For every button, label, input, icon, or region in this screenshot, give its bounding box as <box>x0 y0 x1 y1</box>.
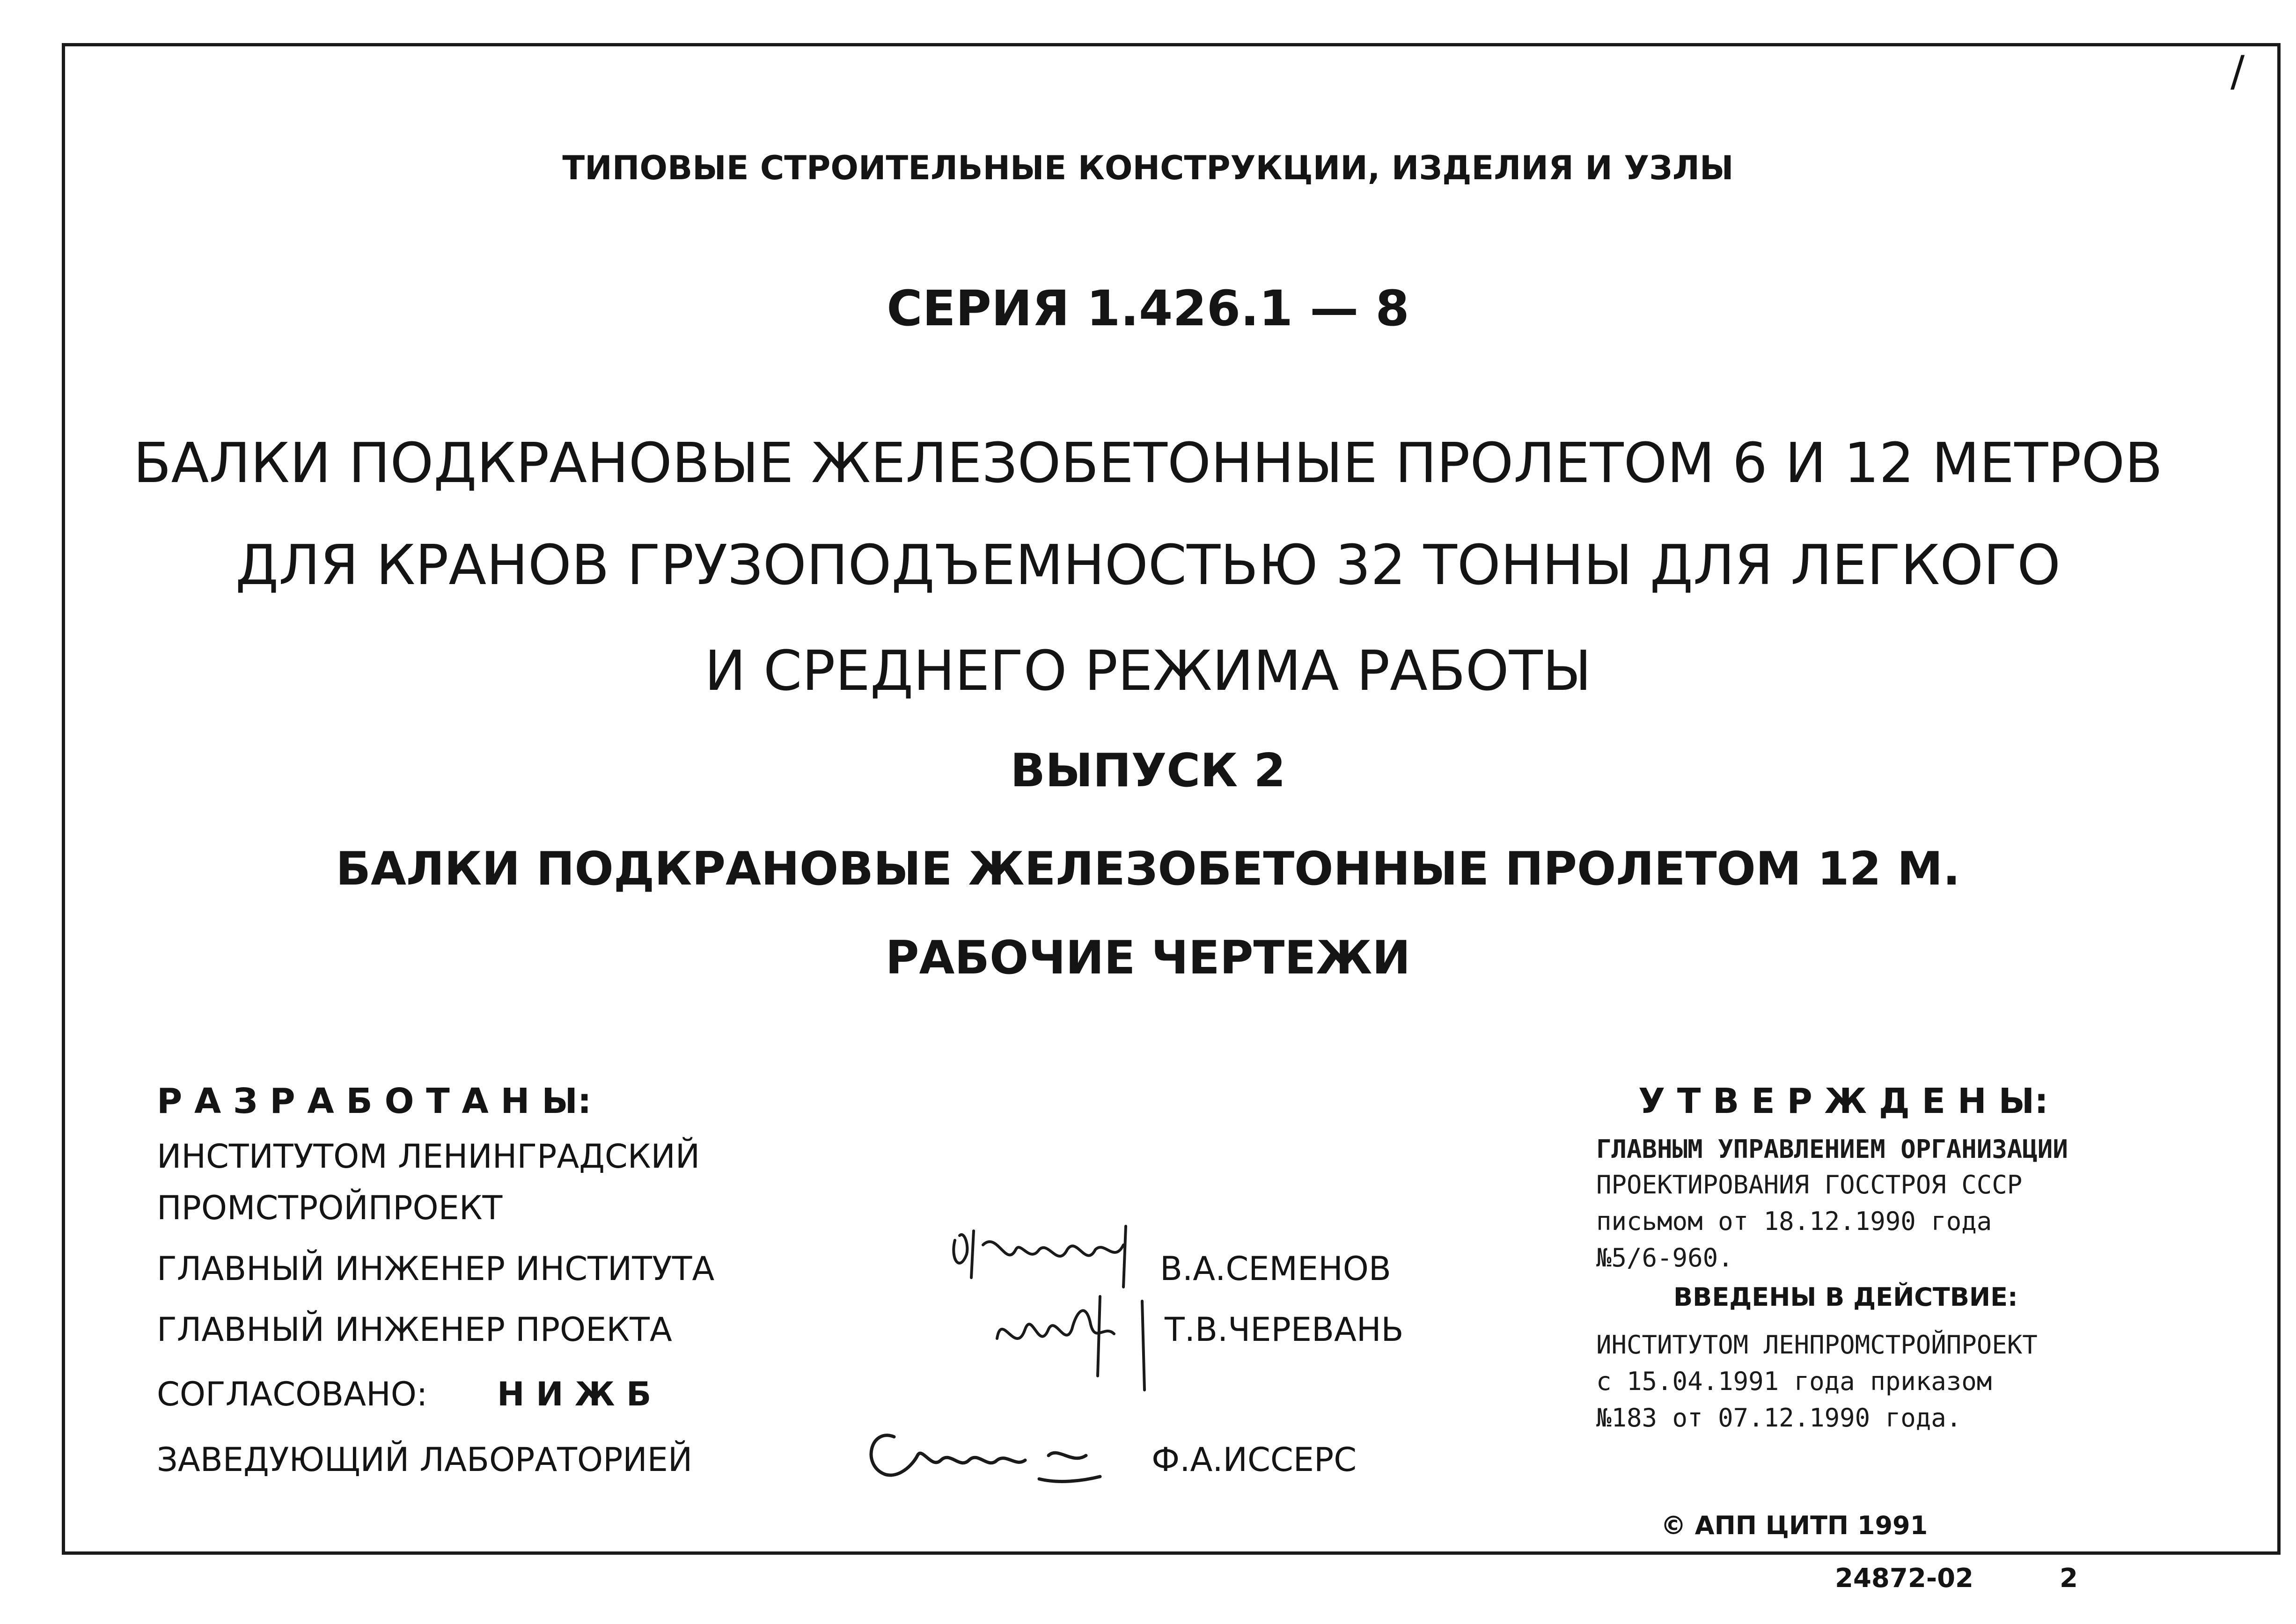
effective-heading: ВВЕДЕНЫ В ДЕЙСТВИЕ: <box>1673 1282 2018 1312</box>
title-line-3: И СРЕДНЕГО РЕЖИМА РАБОТЫ <box>704 638 1592 703</box>
signature-issers <box>852 1409 1114 1502</box>
effective-line-2: с 15.04.1991 года приказом <box>1596 1367 1992 1396</box>
effective-line-3: №183 от 07.12.1990 года. <box>1596 1403 1962 1433</box>
developed-heading: Р А З Р А Б О Т А Н Ы: <box>157 1081 592 1121</box>
name-semenov: В.А.СЕМЕНОВ <box>1160 1250 1391 1288</box>
approved-line-2: ПРОЕКТИРОВАНИЯ ГОССТРОЯ СССР <box>1596 1170 2023 1200</box>
subtitle: БАЛКИ ПОДКРАНОВЫЕ ЖЕЛЕЗОБЕТОННЫЕ ПРОЛЕТОМ 12 М. <box>336 842 1960 896</box>
issue-number: ВЫПУСК 2 <box>1010 744 1286 797</box>
document-type: РАБОЧИЕ ЧЕРТЕЖИ <box>885 931 1411 985</box>
developer-org-line-2: ПРОМСТРОЙПРОЕКТ <box>157 1189 503 1227</box>
name-issers: Ф.А.ИССЕРС <box>1152 1441 1357 1479</box>
signature-cherevan <box>988 1282 1156 1395</box>
approved-line-3: письмом от 18.12.1990 года <box>1596 1207 1992 1236</box>
name-cherevan: Т.В.ЧЕРЕВАНЬ <box>1165 1310 1404 1349</box>
effective-line-1: ИНСТИТУТОМ ЛЕНПРОМСТРОЙПРОЕКТ <box>1596 1330 2038 1360</box>
copyright: © АПП ЦИТП 1991 <box>1661 1511 1928 1540</box>
agreed-organization: Н И Ж Б <box>497 1375 652 1413</box>
corner-mark: / <box>2230 47 2245 96</box>
role-chief-engineer-institute: ГЛАВНЫЙ ИНЖЕНЕР ИНСТИТУТА <box>157 1250 715 1288</box>
approved-heading: У Т В Е Р Ж Д Е Н Ы: <box>1638 1081 2048 1121</box>
document-code: 24872-02 <box>1835 1563 1973 1594</box>
role-chief-engineer-project: ГЛАВНЫЙ ИНЖЕНЕР ПРОЕКТА <box>157 1310 672 1349</box>
developer-org-line-1: ИНСТИТУТОМ ЛЕНИНГРАДСКИЙ <box>157 1137 700 1176</box>
title-line-2: ДЛЯ КРАНОВ ГРУЗОПОДЪЕМНОСТЬЮ 32 ТОННЫ ДЛЯ ЛЕГКОГО <box>235 533 2061 597</box>
approved-line-4: №5/6-960. <box>1596 1243 1733 1273</box>
approved-line-1: ГЛАВНЫМ УПРАВЛЕНИЕМ ОРГАНИЗАЦИИ <box>1596 1134 2068 1164</box>
series-number: СЕРИЯ 1.426.1 — 8 <box>887 280 1409 337</box>
agreed-label: СОГЛАСОВАНО: <box>157 1375 428 1413</box>
title-line-1: БАЛКИ ПОДКРАНОВЫЕ ЖЕЛЕЗОБЕТОННЫЕ ПРОЛЕТОМ 6 И 12 МЕТРОВ <box>133 431 2163 495</box>
page-number: 2 <box>2060 1563 2078 1594</box>
series-type: ТИПОВЫЕ СТРОИТЕЛЬНЫЕ КОНСТРУКЦИИ, ИЗДЕЛИЯ И УЗЛЫ <box>562 149 1734 187</box>
role-lab-head: ЗАВЕДУЮЩИЙ ЛАБОРАТОРИЕЙ <box>157 1441 693 1479</box>
